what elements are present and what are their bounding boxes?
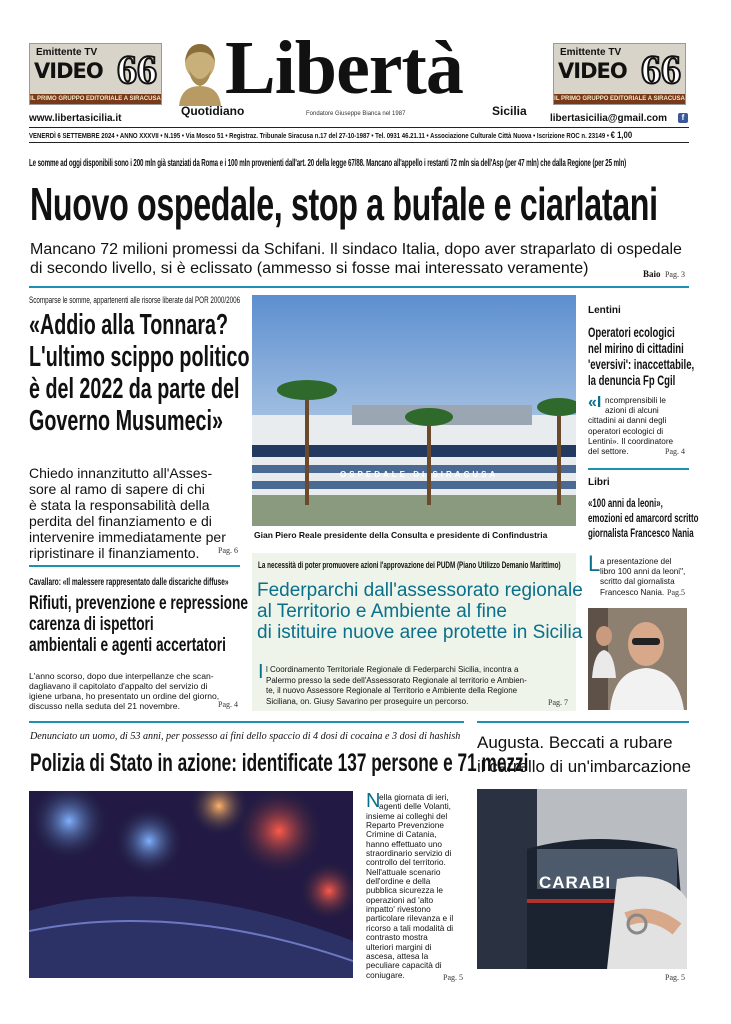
body-line: cittadini ai danni degli	[588, 416, 667, 426]
badge-number: 66	[117, 47, 157, 92]
author-photo[interactable]	[588, 608, 687, 710]
polizia-dropcap: N	[366, 790, 381, 812]
body-line: peculiare capacità di	[366, 960, 442, 971]
lentini-headline[interactable]	[588, 324, 731, 388]
lentini-label: Lentini	[588, 305, 621, 316]
body-line: insieme ai colleghi del	[366, 810, 448, 821]
body-line: discusso nella seduta del 21 novembre.	[29, 701, 180, 711]
info-line: VENERDÌ 6 SETTEMBRE 2024 • ANNO XXXVII • N.195 • Via Mosco 51 • Registraz. Tribunale Siracusa n.17 del 27-10-1987 • Tel. 0931 46.21.11 • Associazione Culturale Città Nuova • Iscrizione ROC n. 23149 • € 1,00	[29, 130, 633, 140]
federparchi-kicker: La necessità di poter promuovere azioni l'approvazione dei PUDM (Piano Utilizzo Demanio Marittimo)	[258, 560, 561, 570]
headline-line: di istituire nuove aree protette in Sicilia	[257, 622, 583, 643]
body-line: Francesco Nania.	[600, 587, 665, 597]
masthead-logo[interactable]: Libertà	[225, 26, 463, 110]
headline-line: Augusta. Beccati a rubare	[477, 733, 673, 752]
federparchi-page: Pag. 7	[548, 698, 568, 707]
headline-line: 'eversivi': inaccettabile,	[588, 356, 695, 372]
body-line: pubblica sicurezza le	[366, 885, 444, 896]
body-line: Crimine di Catania,	[366, 829, 437, 840]
headline-line: carenza di ispettori	[29, 614, 154, 635]
body-line: perdita del finanziamento e di	[29, 513, 212, 529]
body-line: azioni di alcuni	[605, 406, 659, 416]
libri-label: Libri	[588, 477, 610, 488]
augusta-page: Pag. 5	[665, 973, 685, 982]
badge-strip: IL PRIMO GRUPPO EDITORIALE A SIRACUSA	[554, 96, 685, 102]
body-line: sore al ramo di sapere di chi	[29, 481, 205, 497]
headline-line: Federparchi dall'assessorato regionale	[257, 580, 583, 601]
federparchi-dropcap: I	[258, 661, 264, 683]
masthead-sicilia: Sicilia	[492, 104, 527, 118]
headline-line: il carrello di un'imbarcazione	[477, 757, 691, 776]
lentini-dropcap: «I	[588, 394, 602, 411]
body-line: coniugare.	[366, 969, 405, 980]
police-photo[interactable]	[29, 791, 353, 978]
body-line: a presentazione del	[600, 557, 672, 566]
rifiuti-page: Pag. 4	[218, 700, 238, 709]
section-rule	[29, 565, 240, 567]
polizia-headline[interactable]: Polizia di Stato in azione: identificate 137 persone e 71 mezzi	[30, 749, 529, 777]
body-line: dell'ordine e della	[366, 876, 431, 887]
masthead-founder: Fondatore Giuseppe Bianca nel 1987	[306, 111, 406, 117]
body-line: l Coordinamento Territoriale Regionale di Federparchi Sicilia, incontra a	[266, 665, 519, 674]
libri-headline[interactable]	[588, 496, 731, 541]
body-line: Siciliana, on. Giusy Savarino per proseguire un percorso.	[266, 696, 469, 706]
body-line: ncomprensibili le	[605, 396, 666, 405]
facebook-icon[interactable]: f	[678, 113, 688, 123]
headline-line: L'ultimo scippo politico	[29, 341, 250, 373]
section-rule	[588, 468, 689, 470]
video66-badge-right[interactable]	[553, 43, 686, 105]
bust-logo-icon	[173, 40, 227, 106]
carabinieri-photo[interactable]	[477, 789, 687, 969]
body-line: ulteriori margini di	[366, 941, 432, 952]
headline-line: Operatori ecologici	[588, 324, 675, 340]
body-line: intervenire immediatamente per	[29, 529, 226, 545]
federparchi-headline[interactable]	[257, 580, 583, 643]
lead-subhead-2: di secondo livello, si è eclissato (ammesso si fosse mai interessato veramente)	[30, 260, 589, 277]
headline-line: nel mirino di cittadini	[588, 340, 684, 356]
section-rule	[29, 721, 464, 723]
badge-top-text: Emittente TV	[560, 47, 622, 58]
polizia-kicker: Denunciato un uomo, di 53 anni, per possesso ai fini dello spaccio di 4 dosi di cocaina e 3 dosi di hashish	[30, 730, 461, 742]
tonnara-kicker: Scomparse le somme, appartenenti alle risorse liberate dal POR 2000/2006	[29, 295, 241, 305]
body-line: controllo del territorio.	[366, 857, 446, 868]
headline-line: giornalista Francesco Nania	[588, 526, 694, 540]
headline-line: al Territorio e Ambiente al fine	[257, 601, 507, 622]
rifiuti-body	[29, 671, 219, 711]
hospital-photo[interactable]	[252, 295, 576, 526]
headline-line: emozioni ed amarcord scritto	[588, 511, 699, 525]
augusta-headline[interactable]	[477, 731, 691, 779]
body-line: Chiedo innanzitutto all'Asses-	[29, 465, 213, 481]
badge-video-text: VIDEO	[34, 59, 103, 83]
badge-top-text: Emittente TV	[36, 47, 98, 58]
polizia-body	[366, 790, 454, 980]
body-line: dagliavano il capitolato d'appalto del servizio di	[29, 681, 208, 691]
lentini-body	[588, 396, 674, 457]
divider	[29, 142, 689, 143]
lentini-page: Pag. 4	[665, 447, 685, 456]
website-link[interactable]: www.libertasicilia.it	[29, 113, 122, 124]
federparchi-body	[266, 665, 527, 707]
body-line: particolare rilevanza e il	[366, 913, 454, 924]
video66-badge-left[interactable]	[29, 43, 162, 105]
headline-line: Rifiuti, prevenzione e repressione	[29, 593, 248, 614]
email-link[interactable]: libertasicilia@gmail.com	[550, 113, 668, 124]
body-line: operazioni ad 'alto	[366, 894, 434, 905]
lead-subhead-1: Mancano 72 milioni promessi da Schifani. Il sindaco Italia, dopo aver straparlato di ospedale	[30, 241, 682, 258]
headline-line: Governo Musumeci»	[29, 405, 223, 437]
tonnara-body	[29, 465, 226, 561]
body-line: scritto dal giornalista	[600, 577, 675, 587]
body-line: ricorso a tali modalità di	[366, 922, 454, 933]
body-line: libro 100 anni da leoni",	[600, 567, 686, 577]
lead-byline: Baio Pag. 3	[643, 269, 685, 279]
lead-kicker: Le somme ad oggi disponibili sono i 200 mln già stanziati da Roma e i 100 mln provenienti dall'art. 20 della legge 67/88. Mancano all'appello i restanti 72 mln sia dell'Asp (per 47 mln) che dalla Regione (per 25 mln)	[29, 158, 627, 169]
body-line: impatto' rivestono	[366, 904, 431, 915]
libri-page: Pag.5	[667, 588, 685, 597]
badge-strip: IL PRIMO GRUPPO EDITORIALE A SIRACUSA	[30, 96, 161, 102]
badge-number: 66	[641, 47, 681, 92]
body-line: Palermo presso la sede dell'Assessorato Regionale al territorio e Ambien-	[266, 675, 527, 685]
body-line: straordinario servizio di	[366, 848, 452, 859]
body-line: del settore.	[588, 447, 629, 457]
tonnara-page: Pag. 6	[218, 546, 238, 555]
body-line: è stata la responsabilità della	[29, 497, 210, 513]
body-line: Reparto Prevenzione	[366, 820, 444, 831]
headline-line: la denuncia Fp Cgil	[588, 372, 676, 388]
body-line: L'anno scorso, dopo due interpellanze che scan-	[29, 671, 214, 681]
body-line: contrasto mostra	[366, 932, 428, 943]
section-rule	[29, 286, 689, 288]
body-line: ripristinare il finanziamento.	[29, 545, 200, 561]
body-line: Lentini». Il coordinatore	[588, 436, 674, 446]
body-line: operatori ecologici di	[588, 426, 664, 436]
polizia-page: Pag. 5	[443, 973, 463, 982]
body-line: agenti delle Volanti,	[379, 801, 451, 812]
libri-dropcap: L	[588, 551, 601, 576]
badge-video-text: VIDEO	[558, 59, 627, 83]
masthead-quotidiano: Quotidiano	[181, 104, 245, 118]
body-line: hanno effettuato uno	[366, 838, 442, 849]
body-line: igiene urbana, ho presentato un ordine del giorno,	[29, 691, 220, 701]
rifiuti-kicker: Cavallaro: «Il malessere rappresentato dalle discariche diffuse»	[29, 577, 229, 588]
headline-line: «Addio alla Tonnara?	[29, 309, 229, 341]
body-line: ella giornata di ieri,	[379, 792, 449, 802]
section-rule	[477, 721, 689, 723]
headline-line: ambientali e agenti accertatori	[29, 635, 226, 656]
hospital-sign: OSPEDALE DI SIRACUSA	[340, 470, 499, 479]
divider	[29, 127, 689, 128]
body-line: ascesa, attesa la	[366, 950, 429, 961]
headline-line: «100 anni da leoni»,	[588, 496, 663, 510]
hospital-caption: Gian Piero Reale presidente della Consulta e presidente di Confindustria	[254, 530, 548, 540]
lead-headline[interactable]: Nuovo ospedale, stop a bufale e ciarlatani	[30, 178, 658, 230]
body-line: te, il nuovo Assessore Regionale al Territorio e Ambiente della Regione	[266, 686, 518, 695]
body-line: Nell'attuale scenario	[366, 866, 441, 877]
car-text: CARABI	[539, 873, 612, 892]
headline-line: è del 2022 da parte del	[29, 373, 240, 405]
